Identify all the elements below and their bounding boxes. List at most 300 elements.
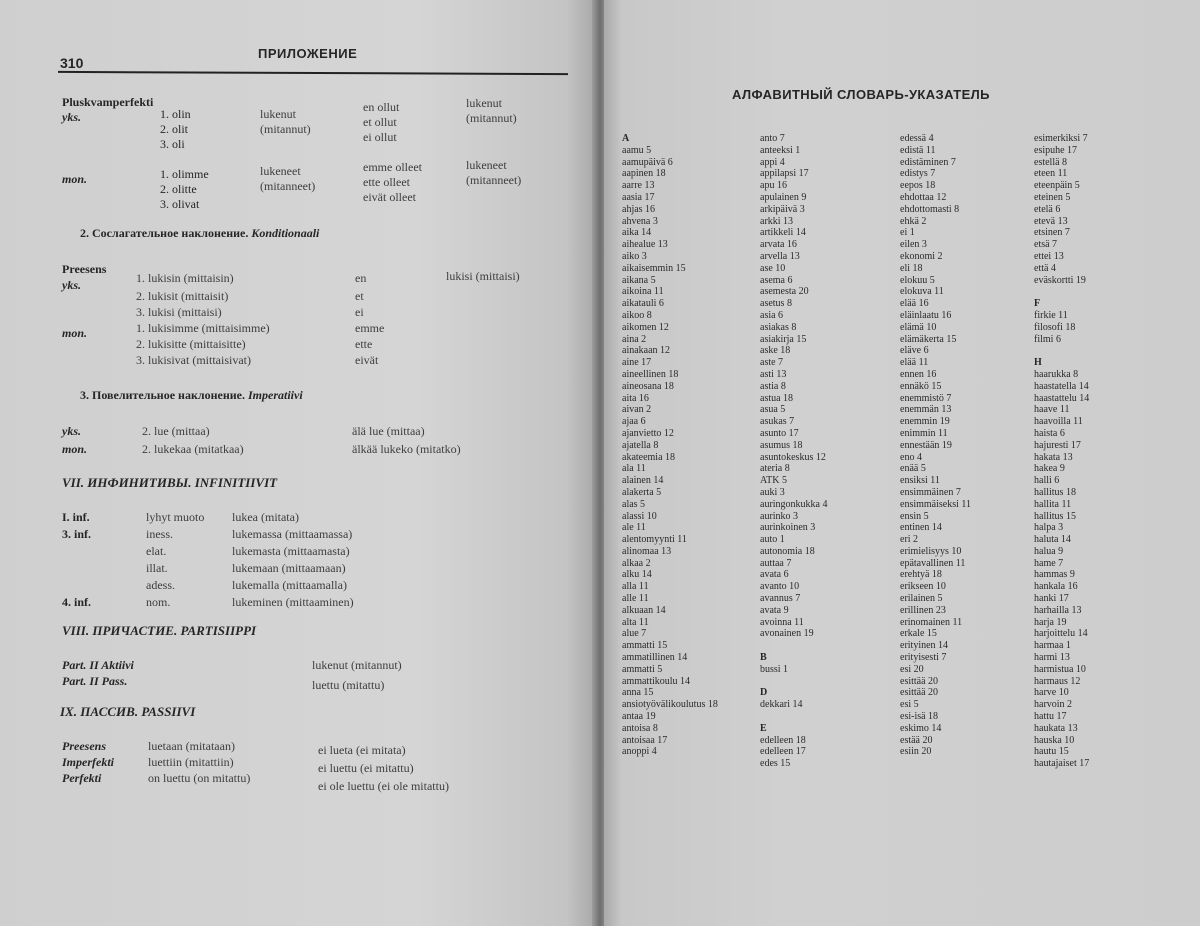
index-entry: aihealue 13 <box>622 239 668 251</box>
conjugation-tables <box>0 0 596 926</box>
imperatiivi-heading <box>80 388 303 403</box>
index-entry: asti 13 <box>760 368 787 380</box>
index-entry: akateemia 18 <box>622 451 676 463</box>
index-entry: avannus 7 <box>760 593 801 605</box>
index-entry: esipuhe 17 <box>1034 144 1078 156</box>
yks-label: yks. <box>62 278 81 292</box>
index-entry: ahvena 3 <box>622 215 658 227</box>
negative-form: emme <box>355 321 385 335</box>
case-label: iness. <box>146 527 173 541</box>
index-column-3 <box>900 133 1050 758</box>
index-entry: hame 7 <box>1034 557 1064 569</box>
index-entry: asunto 17 <box>760 427 799 439</box>
index-entry: haarukka 8 <box>1034 368 1079 380</box>
negative-participle: lukisi (mittaisi) <box>446 269 520 283</box>
index-entry: ammatti 15 <box>622 640 668 652</box>
index-entry: eväskortti 19 <box>1034 274 1086 286</box>
index-gap <box>760 711 910 723</box>
negative-form: en <box>355 271 367 285</box>
index-entry: erehtyä 18 <box>900 569 942 581</box>
index-entry: astua 18 <box>760 392 794 404</box>
affirmative-form: on luettu (on mitattu) <box>148 771 251 785</box>
person-form: 2. olitte <box>160 182 197 196</box>
index-entry: auki 3 <box>760 486 785 498</box>
infinitive-form: lukemalla (mittaamalla) <box>232 578 347 592</box>
index-entry: haastatella 14 <box>1034 380 1089 392</box>
index-entry: ensimmäinen 7 <box>900 486 961 498</box>
index-entry: edistä 11 <box>900 144 936 156</box>
index-entry: enemmistö 7 <box>900 392 952 404</box>
index-entry: aikomen 12 <box>622 321 669 333</box>
index-entry: alkuaan 14 <box>622 604 666 616</box>
index-entry: ensin 5 <box>900 510 929 522</box>
index-entry: esi 20 <box>900 663 924 675</box>
index-entry: apu 16 <box>760 180 787 192</box>
index-entry: erimielisyys 10 <box>900 545 962 557</box>
index-entry: alle 11 <box>622 593 649 605</box>
index-entry: arvata 16 <box>760 239 797 251</box>
index-entry: hauska 10 <box>1034 734 1075 746</box>
index-entry: erinomainen 11 <box>900 616 963 628</box>
index-entry: ensimmäiseksi 11 <box>900 498 972 510</box>
index-entry: elämäkerta 15 <box>900 333 957 345</box>
index-entry: esittää 20 <box>900 675 939 687</box>
index-entry: aikatauli 6 <box>622 298 664 310</box>
index-entry: asua 5 <box>760 404 786 416</box>
index-entry: hautajaiset 17 <box>1034 758 1090 770</box>
index-entry: aine 17 <box>622 357 652 369</box>
pluskvamperfekti-title: Pluskvamperfekti <box>62 95 154 109</box>
index-entry: astia 8 <box>760 380 786 392</box>
index-entry: hankala 16 <box>1034 581 1078 593</box>
index-entry: anteeksi 1 <box>760 144 801 156</box>
index-entry: entinen 14 <box>900 522 942 534</box>
index-entry: edistäminen 7 <box>900 156 956 168</box>
index-entry: hallitus 18 <box>1034 486 1076 498</box>
index-entry: elämä 10 <box>900 321 937 333</box>
index-entry: avonainen 19 <box>760 628 814 640</box>
infinitive-form: lukeminen (mittaaminen) <box>232 595 354 609</box>
index-entry: halpa 3 <box>1034 522 1064 534</box>
index-column-2 <box>760 133 910 770</box>
index-entry: ensiksi 11 <box>900 475 940 487</box>
index-entry: aikoina 11 <box>622 286 664 298</box>
index-entry: aita 16 <box>622 392 649 404</box>
negative-participle: (mitanneet) <box>466 173 522 187</box>
left-page <box>0 0 596 926</box>
index-entry: filosofi 18 <box>1034 321 1076 333</box>
person-form: 3. olivat <box>160 197 200 211</box>
index-entry: estellä 8 <box>1034 156 1068 168</box>
index-entry: ala 11 <box>622 463 646 475</box>
index-entry: aamupäivä 6 <box>622 156 673 168</box>
negative-form: ette olleet <box>363 175 410 189</box>
index-entry: halua 9 <box>1034 545 1064 557</box>
index-entry: elokuva 11 <box>900 286 944 298</box>
index-entry: eläve 6 <box>900 345 929 357</box>
index-column-4 <box>1034 133 1184 770</box>
person-form: 2. olit <box>160 122 189 136</box>
index-entry: alinomaa 13 <box>622 545 672 557</box>
index-entry: ettei 13 <box>1034 250 1064 262</box>
index-entry: aineosana 18 <box>622 380 674 392</box>
index-entry: elokuu 5 <box>900 274 935 286</box>
index-gap <box>760 640 910 652</box>
infinitive-label: I. inf. <box>62 510 90 524</box>
index-entry: aika 14 <box>622 227 652 239</box>
affirmative-form: 2. lue (mittaa) <box>142 424 210 438</box>
index-entry: alta 11 <box>622 616 649 628</box>
index-entry: ammatillinen 14 <box>622 652 688 664</box>
case-label: lyhyt muoto <box>146 510 205 524</box>
heading-number: 2. <box>80 226 89 240</box>
running-head: ПРИЛОЖЕНИЕ <box>258 46 358 61</box>
index-entry: esittää 20 <box>900 687 939 699</box>
index-entry: harjoittelu 14 <box>1034 628 1088 640</box>
tense-label: Preesens <box>62 739 106 753</box>
index-letter-heading: E <box>760 722 767 734</box>
index-entry: eno 4 <box>900 451 922 463</box>
affirmative-form: luettiin (mitattiin) <box>148 755 234 769</box>
index-entry: aina 2 <box>622 333 647 345</box>
index-entry: alassi 10 <box>622 510 657 522</box>
index-entry: alas 5 <box>622 498 646 510</box>
index-entry: ajanvietto 12 <box>622 427 674 439</box>
index-entry: ahjas 16 <box>622 203 656 215</box>
index-entry: edes 15 <box>760 758 791 770</box>
index-entry: asetus 8 <box>760 298 792 310</box>
index-entry: ekonomi 2 <box>900 250 943 262</box>
negative-form: ei <box>355 305 364 319</box>
infinitive-label: 3. inf. <box>62 527 92 541</box>
index-entry: hakata 13 <box>1034 451 1073 463</box>
konditionaali-heading <box>80 226 319 241</box>
index-entry: edelleen 17 <box>760 746 806 758</box>
index-entry: elää 11 <box>900 357 929 369</box>
index-entry: asiakas 8 <box>760 321 797 333</box>
index-entry: ehdottaa 12 <box>900 191 947 203</box>
index-entry: arkki 13 <box>760 215 794 227</box>
affirmative-form: 3. lukisi (mittaisi) <box>136 305 222 319</box>
index-entry: ateria 8 <box>760 463 790 475</box>
index-entry: enää 5 <box>900 463 926 475</box>
index-entry: harmistua 10 <box>1034 663 1086 675</box>
index-entry: aikana 5 <box>622 274 656 286</box>
index-entry: anoppi 4 <box>622 746 657 758</box>
index-entry: alue 7 <box>622 628 647 640</box>
index-entry: ehkä 2 <box>900 215 927 227</box>
infinitiivit-heading: VII. ИНФИНИТИВЫ. INFINITIIVIT <box>62 475 278 490</box>
index-entry: eepos 18 <box>900 180 936 192</box>
negative-participle: lukenut <box>466 96 502 110</box>
index-entry: elää 16 <box>900 298 929 310</box>
index-entry: estää 20 <box>900 734 933 746</box>
affirmative-form: 2. lukekaa (mitatkaa) <box>142 442 244 456</box>
index-letter-heading: F <box>1034 298 1041 310</box>
index-entry: eilen 3 <box>900 239 927 251</box>
index-gap <box>760 676 910 688</box>
index-entry: ennestään 19 <box>900 439 952 451</box>
index-entry: harmaus 12 <box>1034 675 1081 687</box>
index-entry: haukata 13 <box>1034 722 1078 734</box>
index-entry: asiakirja 15 <box>760 333 807 345</box>
index-entry: enemmän 13 <box>900 404 952 416</box>
index-entry: arvella 13 <box>760 250 800 262</box>
tense-label: Preesens <box>62 262 107 276</box>
index-entry: arkipäivä 3 <box>760 203 805 215</box>
infinitive-form: lukea (mitata) <box>232 510 299 524</box>
index-entry: eteen 11 <box>1034 168 1068 180</box>
index-entry: alakerta 5 <box>622 486 662 498</box>
index-entry: anna 15 <box>622 687 654 699</box>
index-entry: ennen 16 <box>900 368 937 380</box>
case-label: nom. <box>146 595 171 609</box>
index-entry: haista 6 <box>1034 427 1065 439</box>
infinitive-form: lukemaan (mittaamaan) <box>232 561 346 575</box>
index-column-1 <box>622 133 772 758</box>
index-entry: eri 2 <box>900 534 919 546</box>
tense-label: Perfekti <box>62 771 102 785</box>
index-entry: bussi 1 <box>760 663 789 675</box>
index-entry: appi 4 <box>760 156 785 168</box>
index-entry: harvoin 2 <box>1034 699 1073 711</box>
index-entry: alku 14 <box>622 569 652 581</box>
index-entry: harhailla 13 <box>1034 604 1082 616</box>
number-label: mon. <box>62 442 88 456</box>
negative-form: et <box>355 289 364 303</box>
person-form: 1. olimme <box>160 167 209 181</box>
index-entry: esimerkiksi 7 <box>1034 133 1088 144</box>
index-entry: aste 7 <box>760 357 784 369</box>
index-entry: haluta 14 <box>1034 534 1071 546</box>
index-entry: edelleen 18 <box>760 734 806 746</box>
infinitive-form: lukemasta (mittaamasta) <box>232 544 350 558</box>
negative-form: ei ole luettu (ei ole mitattu) <box>318 779 449 793</box>
index-entry: erilainen 5 <box>900 593 943 605</box>
index-entry: aasia 17 <box>622 191 655 203</box>
index-entry: avoinna 11 <box>760 616 804 628</box>
index-entry: appilapsi 17 <box>760 168 809 180</box>
index-entry: erityisesti 7 <box>900 652 947 664</box>
index-entry: harmaa 1 <box>1034 640 1071 652</box>
index-entry: aamu 5 <box>622 144 652 156</box>
affirmative-form: 1. lukisimme (mittaisimme) <box>136 321 270 335</box>
index-entry: eli 18 <box>900 262 923 274</box>
affirmative-form: (mitannut) <box>260 122 311 136</box>
heading-russian: Сослагательное наклонение. <box>92 226 249 240</box>
index-entry: filmi 6 <box>1034 333 1061 345</box>
index-entry: harja 19 <box>1034 616 1067 628</box>
index-entry: harve 10 <box>1034 687 1069 699</box>
index-entry: aikoo 8 <box>622 309 652 321</box>
index-entry: aurinkoinen 3 <box>760 522 816 534</box>
index-entry: ennäkö 15 <box>900 380 942 392</box>
index-entry: asumus 18 <box>760 439 803 451</box>
index-entry: aurinko 3 <box>760 510 799 522</box>
index-entry: että 4 <box>1034 262 1056 274</box>
index-entry: avanto 10 <box>760 581 800 593</box>
person-form: 3. oli <box>160 137 185 151</box>
affirmative-form: 1. lukisin (mittaisin) <box>136 271 234 285</box>
index-entry: ainakaan 12 <box>622 345 671 357</box>
index-entry: antoisaa 17 <box>622 734 668 746</box>
index-entry: apulainen 9 <box>760 191 807 203</box>
index-entry: asia 6 <box>760 309 784 321</box>
index-entry: aineellinen 18 <box>622 368 679 380</box>
partisiippi-heading: VIII. ПРИЧАСТИЕ. PARTISIIPPI <box>62 623 257 638</box>
index-entry: esi 5 <box>900 699 919 711</box>
index-entry: esi-isä 18 <box>900 711 939 723</box>
heading-finnish: Konditionaali <box>251 226 320 240</box>
index-entry: aikaisemmin 15 <box>622 262 686 274</box>
index-entry: eläinlaatu 16 <box>900 309 952 321</box>
negative-participle: lukeneet <box>466 158 507 172</box>
negative-form: emme olleet <box>363 160 422 174</box>
right-page <box>604 0 1200 926</box>
mon-label: mon. <box>62 326 88 340</box>
index-entry: avata 9 <box>760 604 789 616</box>
index-entry: hammas 9 <box>1034 569 1075 581</box>
index-entry: edessä 4 <box>900 133 934 144</box>
index-entry: aarre 13 <box>622 180 655 192</box>
heading-finnish: Imperatiivi <box>247 388 303 402</box>
yks-label: yks. <box>62 110 81 124</box>
number-label: yks. <box>62 424 81 438</box>
index-entry: alla 11 <box>622 581 649 593</box>
index-entry: eteenpäin 5 <box>1034 180 1080 192</box>
infinitive-label: 4. inf. <box>62 595 92 609</box>
index-entry: haastattelu 14 <box>1034 392 1090 404</box>
index-entry: etelä 6 <box>1034 203 1061 215</box>
index-entry: ajatella 8 <box>622 439 659 451</box>
index-entry: hajuresti 17 <box>1034 439 1081 451</box>
index-letter-heading: A <box>622 133 630 144</box>
index-entry: asukas 7 <box>760 416 795 428</box>
index-entry: asema 6 <box>760 274 793 286</box>
passiivi-heading: IX. ПАССИВ. PASSIIVI <box>60 704 196 719</box>
index-entry: haavoilla 11 <box>1034 416 1083 428</box>
index-entry: autonomia 18 <box>760 545 815 557</box>
index-entry: hallita 11 <box>1034 498 1072 510</box>
affirmative-form: lukeneet <box>260 164 301 178</box>
index-entry: enemmin 19 <box>900 416 950 428</box>
tense-label: Imperfekti <box>62 755 114 769</box>
negative-form: eivät <box>355 353 379 367</box>
affirmative-form: (mitanneet) <box>260 179 316 193</box>
negative-form: ei ollut <box>363 130 397 144</box>
index-entry: edistys 7 <box>900 168 936 180</box>
index-entry: aivan 2 <box>622 404 652 416</box>
heading-russian: Повелительное наклонение. <box>92 388 245 402</box>
index-entry: dekkari 14 <box>760 699 803 711</box>
infinitive-form: lukemassa (mittaamassa) <box>232 527 353 541</box>
negative-form: ette <box>355 337 373 351</box>
index-entry: harmi 13 <box>1034 652 1070 664</box>
index-entry: anto 7 <box>760 133 785 144</box>
participle-label: Part. II Pass. <box>62 674 128 688</box>
page-number: 310 <box>60 55 84 71</box>
case-label: illat. <box>146 561 168 575</box>
index-entry: asuntokeskus 12 <box>760 451 826 463</box>
index-entry: firkie 11 <box>1034 309 1068 321</box>
index-entry: hanki 17 <box>1034 593 1069 605</box>
negative-form: en ollut <box>363 100 400 114</box>
index-entry: ajaa 6 <box>622 416 646 428</box>
index-entry: etsinen 7 <box>1034 227 1070 239</box>
index-entry: auringonkukka 4 <box>760 498 828 510</box>
index-entry: erillinen 23 <box>900 604 946 616</box>
index-entry: hautu 15 <box>1034 746 1069 758</box>
index-entry: ATK 5 <box>760 475 787 487</box>
negative-form: et ollut <box>363 115 397 129</box>
negative-form: älä lue (mittaa) <box>352 424 425 438</box>
index-entry: erikseen 10 <box>900 581 946 593</box>
index-entry: aapinen 18 <box>622 168 666 180</box>
index-entry: auttaa 7 <box>760 557 792 569</box>
person-form: 1. olin <box>160 107 191 121</box>
index-entry: hallitus 15 <box>1034 510 1076 522</box>
index-gap <box>1034 286 1184 298</box>
index-entry: epätavallinen 11 <box>900 557 966 569</box>
affirmative-form: 3. lukisivat (mittaisivat) <box>136 353 251 367</box>
heading-number: 3. <box>80 388 89 402</box>
negative-form: ei lueta (ei mitata) <box>318 743 406 757</box>
index-entry: ammattikoulu 14 <box>622 675 691 687</box>
index-entry: hattu 17 <box>1034 711 1067 723</box>
index-entry: ehdottomasti 8 <box>900 203 960 215</box>
index-entry: asemesta 20 <box>760 286 809 298</box>
negative-form: eivät olleet <box>363 190 416 204</box>
participle-label: Part. II Aktiivi <box>62 658 134 672</box>
index-entry: eskimo 14 <box>900 722 942 734</box>
affirmative-form: 2. lukisitte (mittaisitte) <box>136 337 246 351</box>
affirmative-form: lukenut <box>260 107 296 121</box>
index-entry: etsä 7 <box>1034 239 1058 251</box>
index-entry: enimmin 11 <box>900 427 948 439</box>
index-letter-heading: D <box>760 687 768 699</box>
index-entry: erkale 15 <box>900 628 937 640</box>
index-entry: alainen 14 <box>622 475 664 487</box>
index-title: АЛФАВИТНЫЙ СЛОВАРЬ-УКАЗАТЕЛЬ <box>732 87 990 102</box>
index-entry: aiko 3 <box>622 250 647 262</box>
index-entry: eteinen 5 <box>1034 191 1071 203</box>
index-letter-heading: B <box>760 652 767 664</box>
index-entry: ansiotyövälikoulutus 18 <box>622 699 718 711</box>
case-label: adess. <box>146 578 175 592</box>
index-entry: alkaa 2 <box>622 557 651 569</box>
index-entry: haave 11 <box>1034 404 1070 416</box>
index-entry: antoisa 8 <box>622 722 658 734</box>
index-entry: halli 6 <box>1034 475 1060 487</box>
index-entry: avata 6 <box>760 569 789 581</box>
negative-form: ei luettu (ei mitattu) <box>318 761 414 775</box>
negative-participle: (mitannut) <box>466 111 517 125</box>
index-entry: ase 10 <box>760 262 786 274</box>
index-entry: antaa 19 <box>622 711 656 723</box>
index-letter-heading: H <box>1034 357 1042 369</box>
negative-form: älkää lukeko (mitatko) <box>352 442 461 456</box>
index-entry: ammatti 5 <box>622 663 663 675</box>
participle-form: lukenut (mitannut) <box>312 658 402 672</box>
mon-label: mon. <box>62 172 88 186</box>
case-label: elat. <box>146 544 167 558</box>
index-gap <box>1034 345 1184 357</box>
index-entry: erityinen 14 <box>900 640 949 652</box>
index-entry: ei 1 <box>900 227 915 239</box>
index-entry: aske 18 <box>760 345 791 357</box>
index-entry: alentomyynti 11 <box>622 534 687 546</box>
index-entry: esiin 20 <box>900 746 932 758</box>
